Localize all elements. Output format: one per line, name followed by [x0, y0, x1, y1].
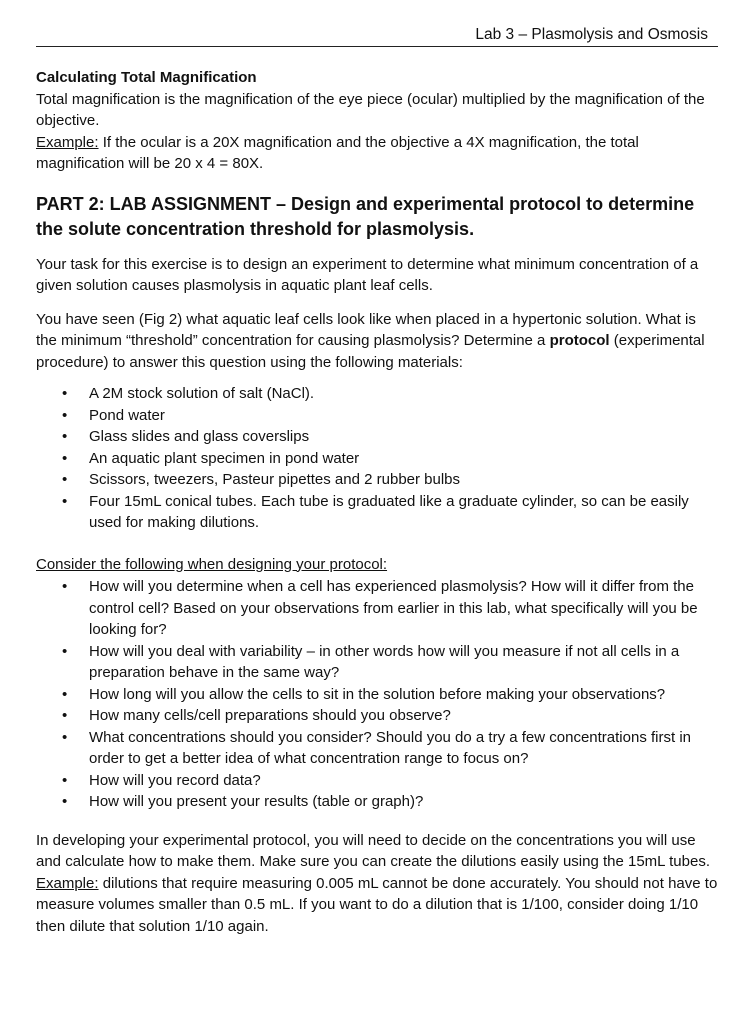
magnification-paragraph	[36, 89, 718, 175]
materials-intro-paragraph	[36, 309, 718, 374]
list-item: • Scissors, tweezers, Pasteur pipettes and 2 rubber bulbs	[36, 469, 718, 491]
document-page	[36, 22, 718, 937]
list-item: • How long will you allow the cells to sit in the solution before making your observations?	[36, 684, 718, 706]
dilution-text: In developing your experimental protocol, you will need to decide on the concentrations you will use and calculate how to make them. Make sure you can create the dilutions easily using the 15mL tubes.	[36, 831, 710, 870]
list-item: • How will you deal with variability – in other words how will you measure if not all cells in a preparation behave in the same way?	[36, 641, 718, 684]
protocol-bold: protocol	[549, 332, 610, 349]
header-title: Lab 3 – Plasmolysis and Osmosis	[475, 25, 708, 43]
list-item: • How will you present your results (table or graph)?	[36, 791, 718, 813]
task-paragraph: Your task for this exercise is to design an experiment to determine what minimum concentration of a given solution causes plasmolysis in aquatic plant leaf cells.	[36, 255, 699, 294]
list-item: • What concentrations should you consider? Should you do a try a few concentrations first in order to get a better idea of what concentration range to focus on?	[36, 727, 718, 770]
list-item: • Glass slides and glass coverslips	[36, 426, 718, 448]
list-item: • Four 15mL conical tubes. Each tube is graduated like a graduate cylinder, so can be easily used for making dilutions.	[36, 491, 718, 534]
magnification-heading: Calculating Total Magnification	[36, 69, 257, 86]
dilution-paragraph	[36, 830, 718, 938]
part2-heading: PART 2: LAB ASSIGNMENT – Design and experimental protocol to determine the solute concentration threshold for plasmolysis.	[36, 193, 695, 239]
list-item: • An aquatic plant specimen in pond water	[36, 448, 718, 470]
dilution-example-text: dilutions that require measuring 0.005 mL cannot be done accurately. You should not have to measure volumes smaller than 0.5 mL. If you want to do a dilution that is 1/100, consider doing 1/10 then dilute that solution 1/10 again.	[36, 874, 718, 935]
magnification-example-label: Example:	[36, 133, 99, 151]
dilution-example-label: Example:	[36, 874, 99, 892]
magnification-text: Total magnification is the magnification of the eye piece (ocular) multiplied by the magnification of the objective.	[36, 90, 705, 129]
list-item: • How many cells/cell preparations should you observe?	[36, 705, 718, 727]
magnification-example-text: If the ocular is a 20X magnification and the objective a 4X magnification, the total magnification will be 20 x 4 = 80X.	[36, 133, 639, 172]
materials-list	[36, 383, 718, 534]
considerations-list	[36, 576, 718, 813]
materials-intro-tail: (experimental procedure) to answer this question using the following materials:	[36, 332, 705, 371]
materials-intro-text: You have seen (Fig 2) what aquatic leaf cells look like when placed in a hypertonic solution. What is the minimum “threshold” concentration for causing plasmolysis? Determine a	[36, 310, 696, 349]
list-item: • How will you record data?	[36, 770, 718, 792]
list-item: • How will you determine when a cell has experienced plasmolysis? How will it differ from the control cell? Based on your observations from earlier in this lab, what specifically will you be looking for?	[36, 576, 718, 641]
consider-heading: Consider the following when designing your protocol:	[36, 555, 388, 573]
list-item: • A 2M stock solution of salt (NaCl).	[36, 383, 718, 405]
header-rule	[36, 22, 718, 47]
list-item: • Pond water	[36, 405, 718, 427]
